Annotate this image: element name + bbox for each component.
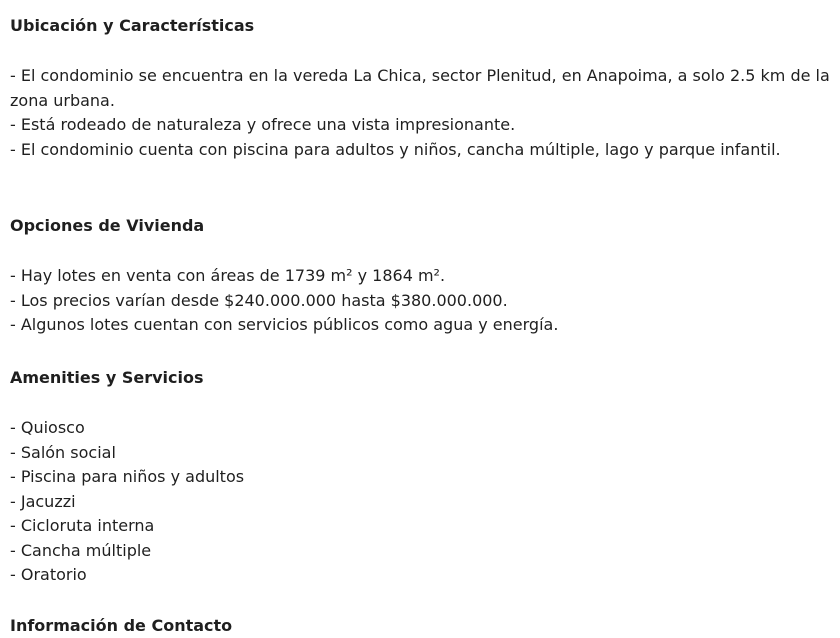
- list-item: - Quiosco: [10, 418, 85, 437]
- list-item: - El condominio cuenta con piscina para adultos y niños, cancha múltiple, lago y parque infantil.: [10, 139, 781, 159]
- bullet-list: [10, 64, 830, 162]
- list-item: - Salón social: [10, 442, 116, 462]
- list-item: - Piscina para niños y adultos: [10, 467, 245, 486]
- list-item: - Algunos lotes cuentan con servicios públicos como agua y energía.: [10, 315, 559, 334]
- section-heading: Ubicación y Características: [10, 16, 255, 35]
- section-contacto: [10, 614, 830, 638]
- list-item: - Oratorio: [10, 565, 87, 584]
- section-amenities: [10, 366, 830, 588]
- list-item: - El condominio se encuentra en la vereda La Chica, sector Plenitud, en Anapoima, a solo 2.5 km de la zona urbana.: [10, 66, 830, 110]
- list-item: - Cancha múltiple: [10, 540, 152, 560]
- section-heading: Amenities y Servicios: [10, 368, 204, 387]
- list-item: - Los precios varían desde $240.000.000 hasta $380.000.000.: [10, 290, 508, 310]
- section-heading: Opciones de Vivienda: [10, 216, 205, 235]
- list-item: - Hay lotes en venta con áreas de 1739 m² y 1864 m².: [10, 266, 446, 285]
- section-ubicacion: [10, 14, 830, 162]
- bullet-list: [10, 264, 830, 338]
- list-item: - Jacuzzi: [10, 491, 76, 511]
- list-item: - Está rodeado de naturaleza y ofrece una vista impresionante.: [10, 115, 516, 134]
- section-heading: Información de Contacto: [10, 616, 233, 635]
- bullet-list: [10, 416, 830, 588]
- section-opciones-vivienda: [10, 214, 830, 338]
- list-item: - Cicloruta interna: [10, 516, 155, 535]
